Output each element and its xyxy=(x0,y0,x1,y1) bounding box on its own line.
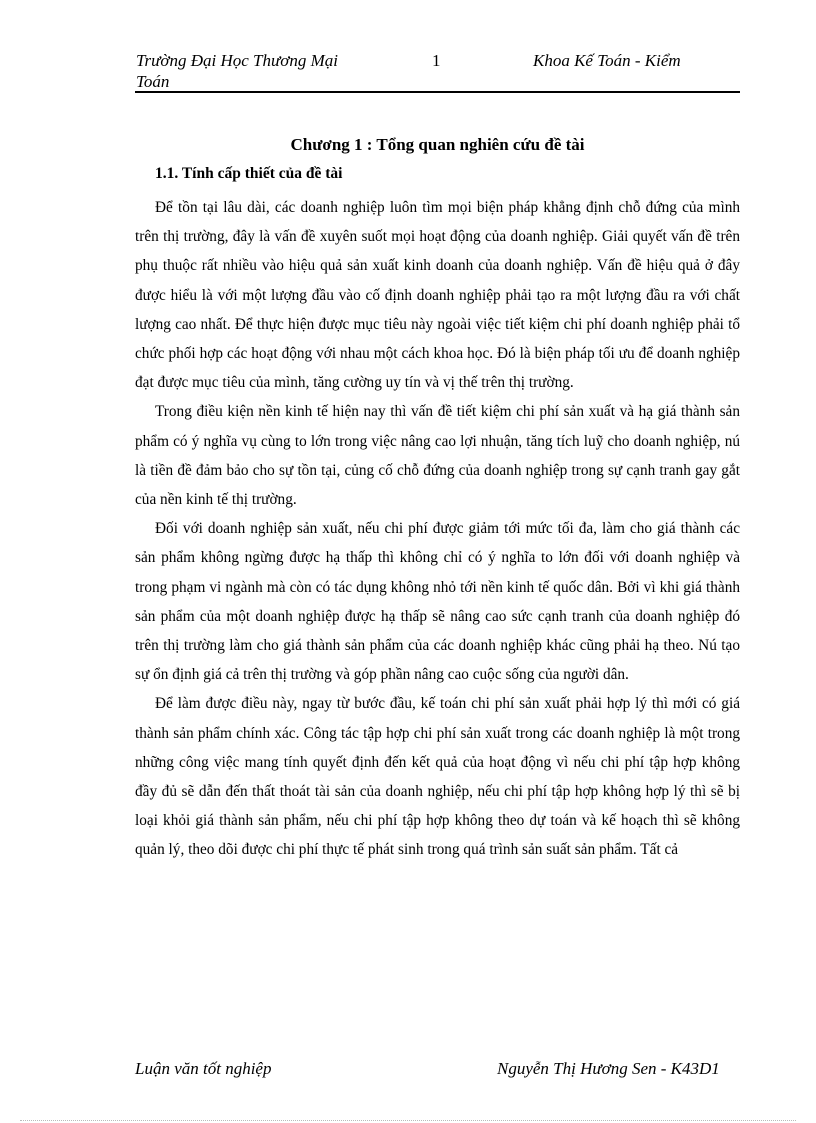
footer-author: Nguyễn Thị Hương Sen - K43D1 xyxy=(497,1059,720,1078)
paragraph: Đối với doanh nghiệp sản xuất, nếu chi phí được giảm tới mức tối đa, làm cho giá thành các sản phẩm không ngừng được hạ thấp thì không chỉ có ý nghĩa to lớn đối với doanh nghiệp và trong phạm vi ngành mà còn có tác dụng không nhỏ tới nền kinh tế quốc dân. Bởi vì khi giá thành sản phẩm của một doanh nghiệp được hạ thấp sẽ nâng cao sức cạnh tranh của doanh nghiệp đó trên thị trường làm cho giá thành sản phẩm của các doanh nghiệp khác cũng phải hạ theo. Nú tạo sự ổn định giá cả trên thị trường và góp phần nâng cao cuộc sống của người dân. xyxy=(135,520,740,684)
header-faculty: Khoa Kế Toán - Kiểm xyxy=(533,51,681,70)
paragraph: Để tồn tại lâu dài, các doanh nghiệp luôn tìm mọi biện pháp khẳng định chỗ đứng của mình trên thị trường, đây là vấn đề xuyên suốt mọi hoạt động của doanh nghiệp. Giải quyết vấn đề trên phụ thuộc rất nhiều vào hiệu quả sản xuất kinh doanh của doanh nghiệp. Vấn đề hiệu quả ở đây được hiểu là với một lượng đầu vào cố định doanh nghiệp phải tạo ra một lượng đầu ra với chất lượng cao nhất. Để thực hiện được mục tiêu này ngoài việc tiết kiệm chi phí doanh nghiệp phải tổ chức phối hợp các hoạt động với nhau một cách khoa học. Đó là biện pháp tối ưu để doanh nghiệp đạt được mục tiêu của mình, tăng cường uy tín và vị thế trên thị trường. xyxy=(135,199,740,392)
body-text xyxy=(135,193,740,865)
paragraph: Trong điều kiện nền kinh tế hiện nay thì vấn đề tiết kiệm chi phí sản xuất và hạ giá thành sản phẩm có ý nghĩa vụ cùng to lớn trong việc nâng cao lợi nhuận, tăng tích luỹ cho doanh nghiệp, nú là tiền đề đảm bảo cho sự tồn tại, củng cố chỗ đứng của doanh nghiệp trong sự cạnh tranh gay gắt của nền kinh tế thị trường. xyxy=(135,403,740,509)
header-school xyxy=(136,50,376,92)
header-school-line2: Toán xyxy=(136,72,170,91)
paragraph: Để làm được điều này, ngay từ bước đầu, kế toán chi phí sản xuất phải hợp lý thì mới có giá thành sản phẩm chính xác. Công tác tập hợp chi phí sản xuất trong các doanh nghiệp là một trong những công việc mang tính quyết định đến kết quả của hoạt động vì nếu chi phí tập hợp không đầy đủ sẽ dẫn đến thất thoát tài sản của doanh nghiệp, nếu chi phí tập hợp không hợp lý thì sẽ bị loại khỏi giá thành sản phẩm, nếu chi phí tập hợp không theo dự toán và kế hoạch thì sẽ không quản lý, theo dõi được chi phí thực tế phát sinh trong quá trình sản suất sản phẩm. Tất cả xyxy=(135,695,740,859)
page-bottom-divider xyxy=(20,1120,796,1121)
section-heading: 1.1. Tính cấp thiết của đề tài xyxy=(155,165,343,182)
page-number: 1 xyxy=(432,51,441,70)
header-school-line1: Trường Đại Học Thương Mại xyxy=(136,51,338,70)
chapter-title: Chương 1 : Tổng quan nghiên cứu đề tài xyxy=(290,135,585,154)
header-divider xyxy=(135,91,740,93)
footer-thesis-label: Luận văn tốt nghiệp xyxy=(135,1059,272,1078)
